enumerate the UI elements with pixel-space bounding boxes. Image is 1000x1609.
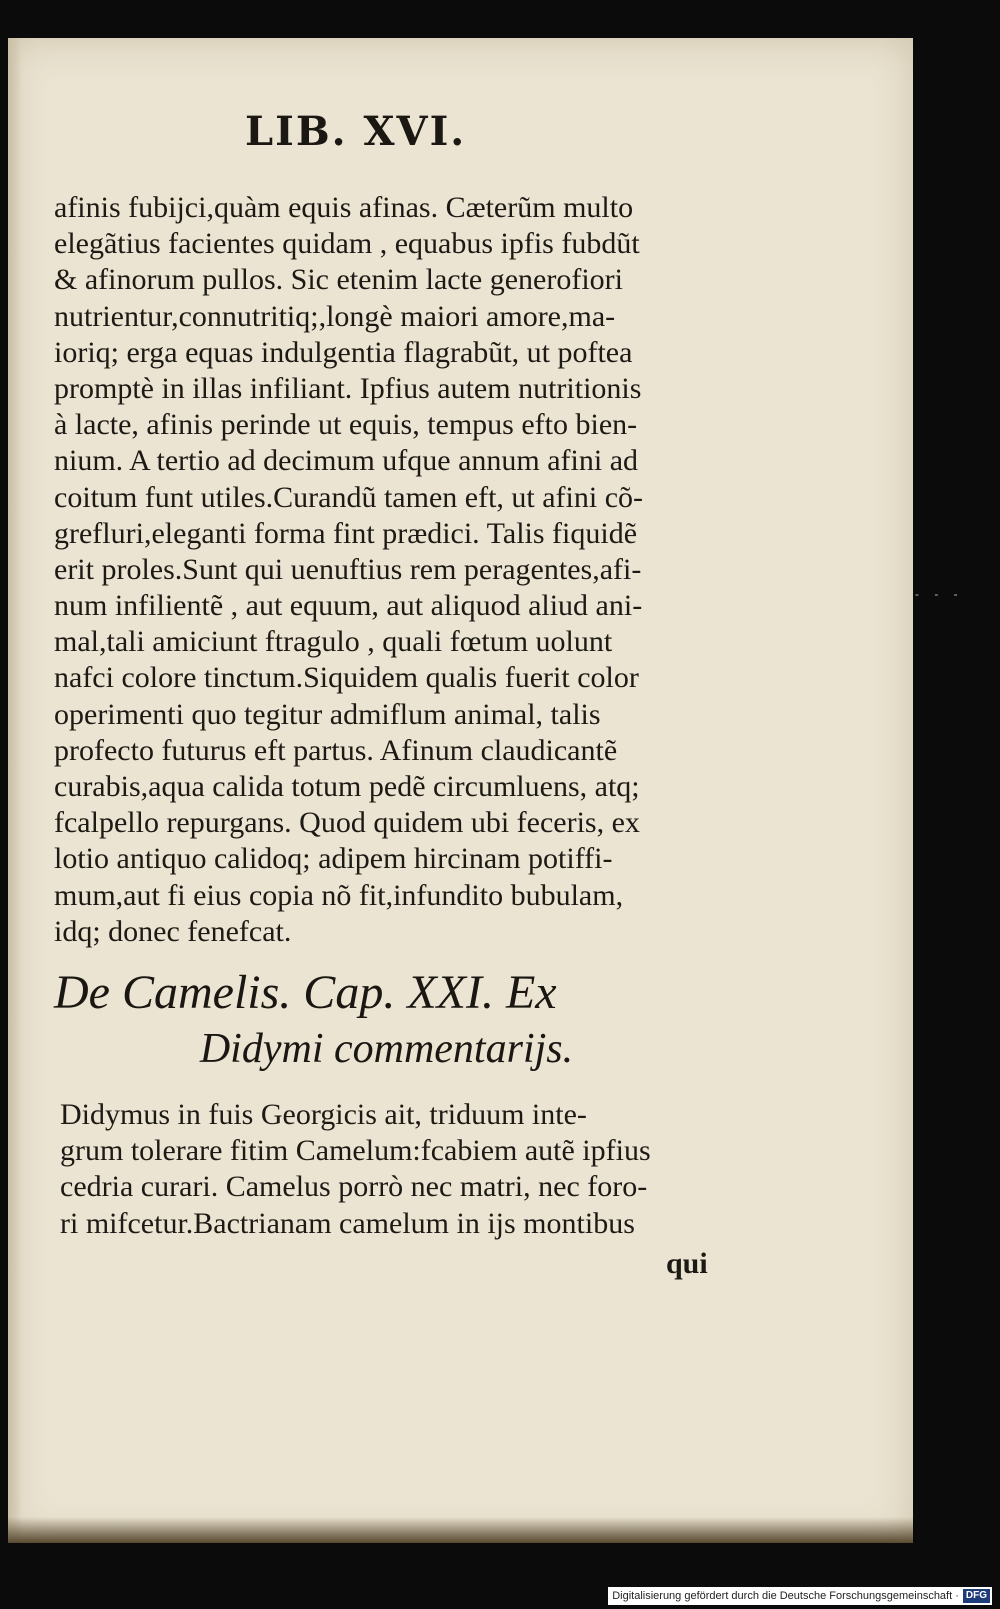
credit-text: Digitalisierung gefördert durch die Deutsche Forschungsgemeinschaft · [612,1590,959,1602]
paragraph-2 [60,1097,720,1242]
text-line: erit proles.Sunt qui uenuftius rem peragentes,afi- [54,552,642,586]
text-line: mal,tali amiciunt ftragulo , quali fœtum uolunt [54,625,613,659]
text-line: coitum funt utiles.Curandũ tamen eft, ut afini cõ- [54,480,644,514]
text-line: nafci colore tinctum.Siquidem qualis fuerit color [54,661,639,695]
text-line: curabis,aqua calida totum pedẽ circumluens, atq; [54,770,640,803]
text-line: operimenti quo tegitur admiflum animal, talis [54,697,601,731]
text-line: idq; donec fenefcat. [54,914,292,948]
text-line: nutrientur,connutritiq;,longè maiori amore,ma- [54,299,616,333]
catchword: qui [666,1247,708,1280]
text-line: grum tolerare fitim Camelum:fcabiem autẽ ipfius [60,1134,651,1168]
text-line: promptè in illas infiliant. Ipfius autem nutritionis [54,371,642,405]
text-line: lotio antiquo calidoq; adipem hircinam potiffi- [54,842,613,876]
text-line: & afinorum pullos. Sic etenim lacte generofiori [54,263,624,297]
text-line: afinis fubijci,quàm equis afinas. Cæterũm multo [54,191,634,224]
text-line: fcalpello repurgans. Quod quidem ubi feceris, ex [54,806,640,840]
text-line: ri mifcetur.Bactrianam camelum in ijs montibus [60,1206,635,1240]
text-line: mum,aut fi eius copia nõ fit,infundito bubulam, [54,878,624,912]
chapter-title-line-2: Didymi commentarijs. [199,1026,574,1072]
digitization-credit [608,1587,992,1605]
text-line: Didymus in fuis Georgicis ait, triduum inte- [60,1098,587,1131]
chapter-title-line-1: De Camelis. Cap. XXI. Ex [54,966,557,1019]
scan-edge-marks: - - - [915,587,964,601]
text-line: cedria curari. Camelus porrò nec matri, nec foro- [60,1170,648,1204]
running-head: LIB. XVI. [245,108,467,155]
text-line: ioriq; erga equas indulgentia flagrabũt, ut poftea [54,335,633,369]
text-line: à lacte, afinis perinde ut equis, tempus efto bien- [54,408,638,442]
text-line: profecto futurus eft partus. Afinum claudicantẽ [54,733,618,767]
page-bottom-edge [8,1517,913,1543]
text-line: grefluri,eleganti forma fint prædici. Talis fiquidẽ [54,516,638,550]
text-line: elegãtius facientes quidam , equabus ipfis fubdũt [54,227,640,261]
chapter-heading [54,965,719,1077]
paragraph-1 [54,190,719,950]
text-line: nium. A tertio ad decimum ufque annum afini ad [54,444,639,478]
page-gutter-shadow [8,38,22,1543]
dfg-logo-icon: DFG [963,1589,990,1603]
text-line: num infilientẽ , aut equum, aut aliquod aliud ani- [54,589,643,623]
